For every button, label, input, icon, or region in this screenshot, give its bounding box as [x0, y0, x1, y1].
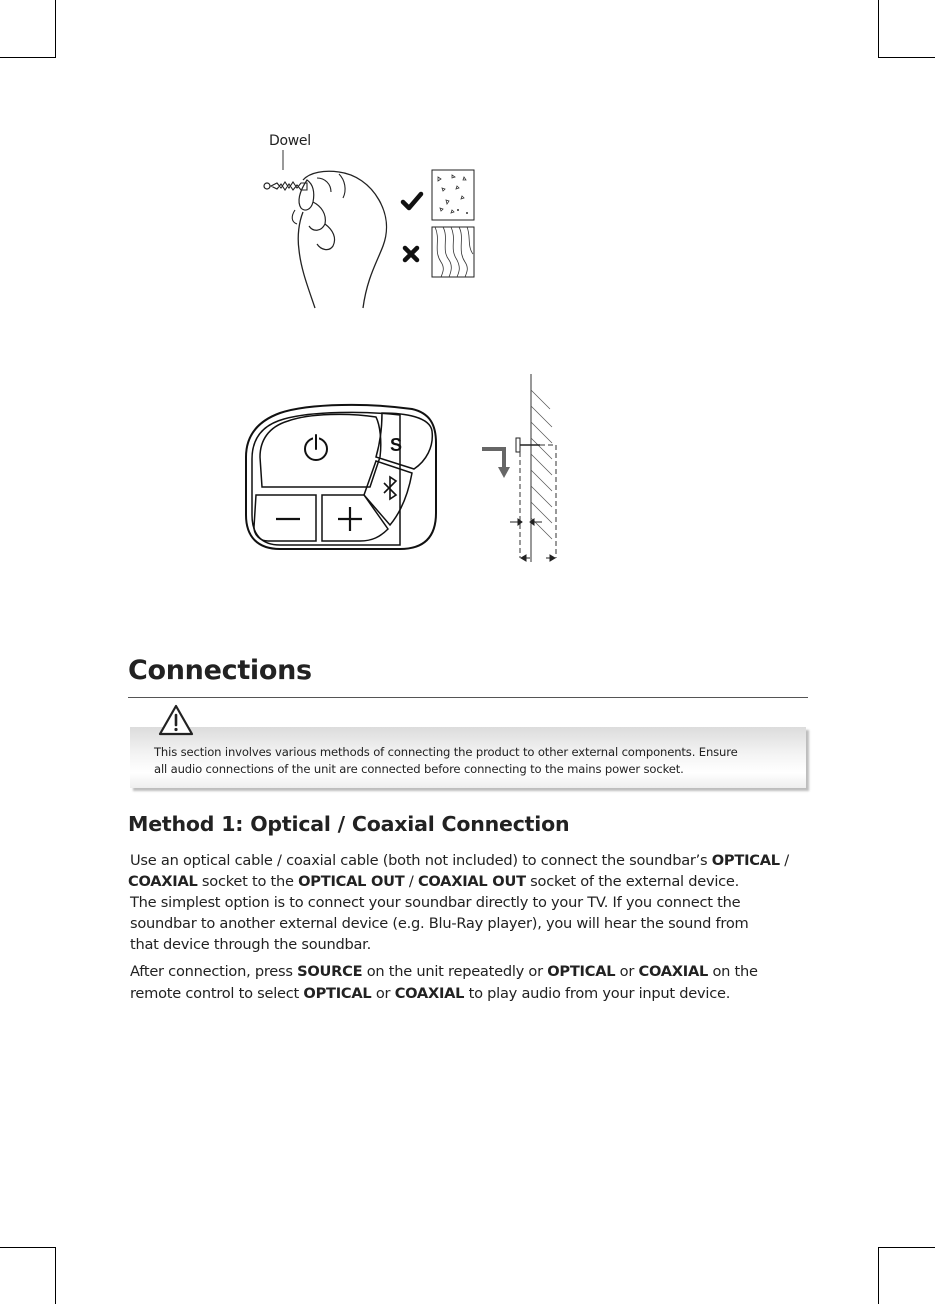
paragraph-line: soundbar to another external device (e.g. Blu-Ray player), you will hear the sound from	[130, 915, 749, 932]
section-divider	[128, 697, 808, 698]
text-run: on the unit repeatedly or	[362, 963, 548, 980]
wall-screw-illustration	[470, 372, 590, 572]
text-run: or	[615, 963, 639, 980]
svg-text:S: S	[390, 435, 403, 455]
crop-mark	[0, 1247, 56, 1248]
warning-triangle-icon	[158, 704, 194, 736]
crop-mark	[878, 1247, 935, 1248]
crop-mark	[0, 57, 56, 58]
optical-term: OPTICAL	[711, 852, 780, 869]
paragraph-line	[130, 983, 730, 1005]
paragraph-line	[130, 961, 758, 983]
text-run: Use an optical cable / coaxial cable (both not included) to connect the soundbar’s	[130, 852, 712, 869]
crop-mark	[878, 0, 879, 57]
optical-term: OPTICAL	[547, 963, 616, 980]
crop-mark	[55, 1247, 56, 1304]
coaxial-term: COAXIAL	[394, 985, 465, 1002]
coaxial-term: COAXIAL	[638, 963, 709, 980]
text-run: /	[404, 873, 418, 890]
text-run: socket of the external device.	[525, 873, 740, 890]
dowel-label: Dowel	[269, 133, 311, 149]
source-term: SOURCE	[297, 963, 363, 980]
dowel-insertion-illustration	[255, 150, 485, 310]
coaxial-out-term: COAXIAL OUT	[417, 873, 526, 890]
text-run: or	[371, 985, 395, 1002]
paragraph-line: that device through the soundbar.	[130, 936, 371, 953]
section-title: Connections	[128, 655, 312, 686]
crop-mark	[878, 1247, 879, 1304]
paragraph-line: The simplest option is to connect your soundbar directly to your TV. If you connect the	[130, 894, 741, 911]
text-run: socket to the	[197, 873, 299, 890]
text-run: /	[779, 852, 789, 869]
method-title: Method 1: Optical / Coaxial Connection	[128, 812, 570, 836]
warning-text	[154, 744, 794, 778]
coaxial-term: COAXIAL	[128, 873, 198, 890]
control-panel-illustration	[240, 395, 440, 555]
warning-line: all audio connections of the unit are connected before connecting to the mains power socket.	[154, 762, 684, 776]
optical-term: OPTICAL	[303, 985, 372, 1002]
paragraph-line	[130, 850, 789, 872]
warning-line: This section involves various methods of connecting the product to other external components. Ensure	[154, 745, 738, 759]
crop-mark	[878, 57, 935, 58]
text-run: remote control to select	[130, 985, 304, 1002]
text-run: After connection, press	[130, 963, 298, 980]
crop-mark	[55, 0, 56, 57]
text-run: to play audio from your input device.	[464, 985, 731, 1002]
text-run: on the	[708, 963, 758, 980]
optical-out-term: OPTICAL OUT	[298, 873, 405, 890]
paragraph-line	[128, 871, 739, 893]
